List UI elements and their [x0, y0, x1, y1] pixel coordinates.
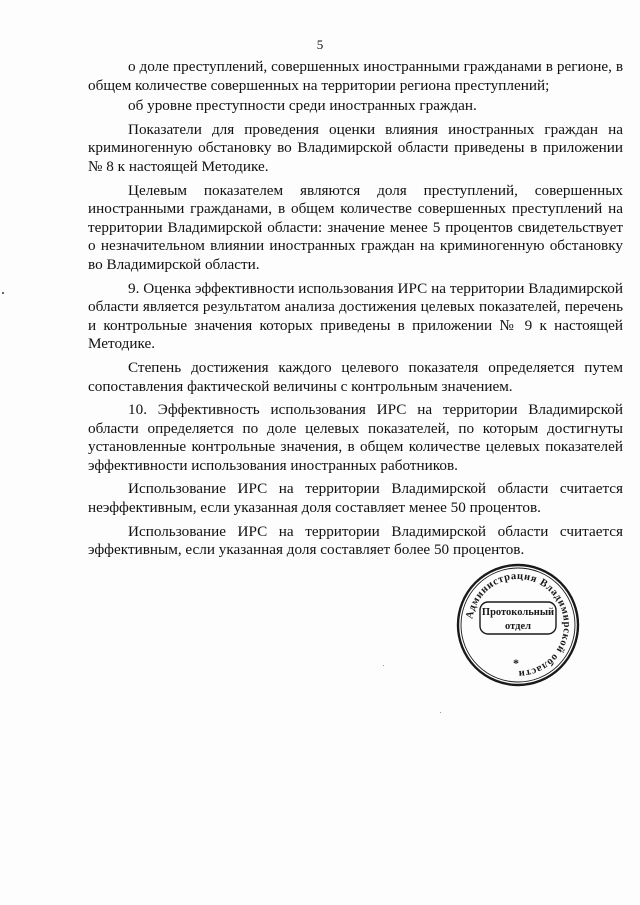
paragraph-6: Степень достижения каждого целевого показателя определяется путем сопоставления фактической величины с контрольным значением. — [88, 358, 623, 395]
seal-center-line-2: отдел — [505, 621, 531, 632]
page-number: 5 — [316, 37, 324, 52]
paragraph-1: о доле преступлений, совершенных иностранными гражданами в регионе, в общем количестве совершенных на территории региона преступлений; — [88, 58, 623, 94]
paragraph-7: 10. Эффективность использования ИРС на территории Владимирской области определяется по доле целевых показателей, по которым достигнуты установленные контрольные значения, в общем количестве целевых показателей эффективности использования иностранных работников. — [88, 401, 623, 474]
paragraph-4: Целевым показателем являются доля преступлений, совершенных иностранными гражданами, в общем количестве совершенных преступлений на территории Владимирской области: значение менее 5 процентов свидетельствует о незначительном влиянии иностранных граждан на криминогенную обстановку во Владимирской области. — [88, 181, 623, 273]
body-text — [88, 58, 623, 565]
official-seal-stamp — [452, 560, 584, 690]
paragraph-9: Использование ИРС на территории Владимирской области считается эффективным, если указанная доля составляет более 50 процентов. — [88, 522, 623, 559]
paragraph-2: об уровне преступности среди иностранных граждан. — [128, 97, 477, 115]
paragraph-5: 9. Оценка эффективности использования ИРС на территории Владимирской области является результатом анализа достижения целевых показателей, перечень и контрольные значения которых приведены в приложении № 9 к настоящей Методике. — [88, 279, 623, 353]
scan-speck — [383, 665, 384, 666]
paragraph-8: Использование ИРС на территории Владимирской области считается неэффективным, если указанная доля составляет менее 50 процентов. — [88, 480, 623, 517]
scan-speck — [440, 712, 441, 713]
seal-center-line-1: Протокольный — [481, 607, 555, 618]
seal-ring-text: Администрация Владимирской области — [464, 570, 573, 680]
seal-star-icon: * — [513, 656, 519, 670]
paragraph-3: Показатели для проведения оценки влияния иностранных граждан на криминогенную обстановку во Владимирской области приведены в приложении № 8 к настоящей Методике. — [88, 120, 623, 175]
scan-edge-mark — [2, 292, 4, 294]
